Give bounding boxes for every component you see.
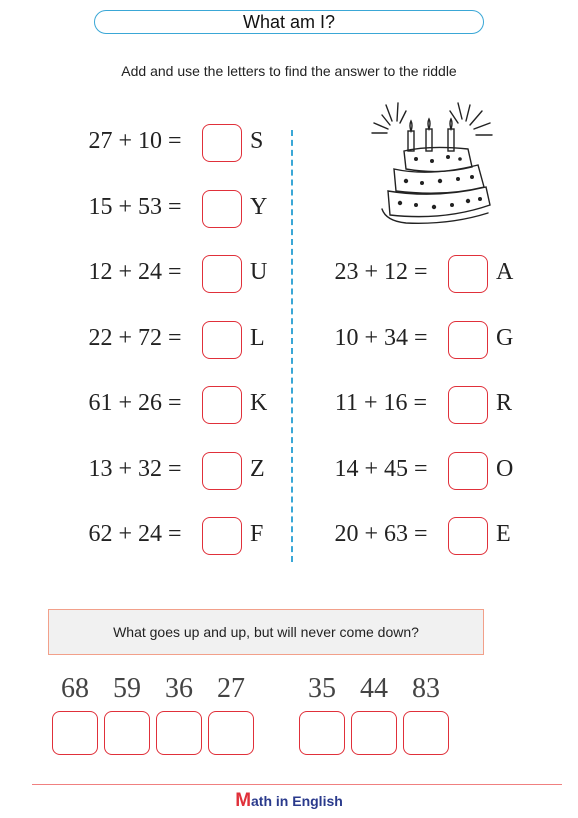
code-number: 68 (61, 673, 89, 704)
equation: 23 + 12 = (334, 259, 428, 285)
code-letter: G (496, 325, 514, 351)
page-title: What am I? (242, 12, 336, 32)
title-box (94, 10, 484, 34)
equation: 14 + 45 = (334, 456, 428, 482)
code-number: 44 (360, 673, 388, 704)
code-letter: L (250, 325, 265, 351)
answer-box[interactable] (448, 321, 488, 359)
riddle-answer-box[interactable] (403, 711, 449, 755)
answer-box[interactable] (202, 255, 242, 293)
riddle-answer-box[interactable] (104, 711, 150, 755)
column-divider (291, 130, 293, 562)
brand-name: ath in English (251, 793, 343, 809)
code-letter: A (496, 259, 514, 285)
code-letter: E (496, 521, 511, 547)
equation: 13 + 32 = (88, 456, 182, 482)
answer-box[interactable] (448, 386, 488, 424)
footer-brand (0, 790, 578, 812)
instruction-text: Add and use the letters to find the answer to the riddle (121, 63, 457, 79)
equation: 12 + 24 = (88, 259, 182, 285)
answer-box[interactable] (202, 124, 242, 162)
riddle-answer-box[interactable] (208, 711, 254, 755)
birthday-cake-icon (360, 97, 504, 227)
equation: 62 + 24 = (88, 521, 182, 547)
equation: 61 + 26 = (88, 390, 182, 416)
riddle-answer-box[interactable] (299, 711, 345, 755)
answer-box[interactable] (202, 452, 242, 490)
answer-box[interactable] (202, 386, 242, 424)
code-number: 35 (308, 673, 336, 704)
equation: 20 + 63 = (334, 521, 428, 547)
footer-divider (32, 784, 562, 785)
riddle-answer-box[interactable] (52, 711, 98, 755)
code-number: 59 (113, 673, 141, 704)
answer-box[interactable] (448, 452, 488, 490)
equation: 27 + 10 = (88, 128, 182, 154)
riddle-box (48, 609, 484, 655)
brand-initial: M (235, 790, 252, 811)
code-number: 27 (217, 673, 245, 704)
answer-box[interactable] (448, 517, 488, 555)
riddle-answer-box[interactable] (156, 711, 202, 755)
equation: 15 + 53 = (88, 194, 182, 220)
answer-box[interactable] (202, 517, 242, 555)
answer-box[interactable] (202, 190, 242, 228)
code-letter: Y (250, 194, 268, 220)
code-letter: R (496, 390, 513, 416)
equation: 10 + 34 = (334, 325, 428, 351)
equation: 22 + 72 = (88, 325, 182, 351)
riddle-answer-box[interactable] (351, 711, 397, 755)
code-letter: U (250, 259, 268, 285)
answer-box[interactable] (202, 321, 242, 359)
code-letter: K (250, 390, 268, 416)
code-letter: O (496, 456, 514, 482)
riddle-text: What goes up and up, but will never come down? (113, 624, 419, 640)
code-number: 83 (412, 673, 440, 704)
equation: 11 + 16 = (334, 390, 428, 416)
code-letter: F (250, 521, 264, 547)
code-number: 36 (165, 673, 193, 704)
code-letter: Z (250, 456, 265, 482)
code-letter: S (250, 128, 264, 154)
answer-box[interactable] (448, 255, 488, 293)
